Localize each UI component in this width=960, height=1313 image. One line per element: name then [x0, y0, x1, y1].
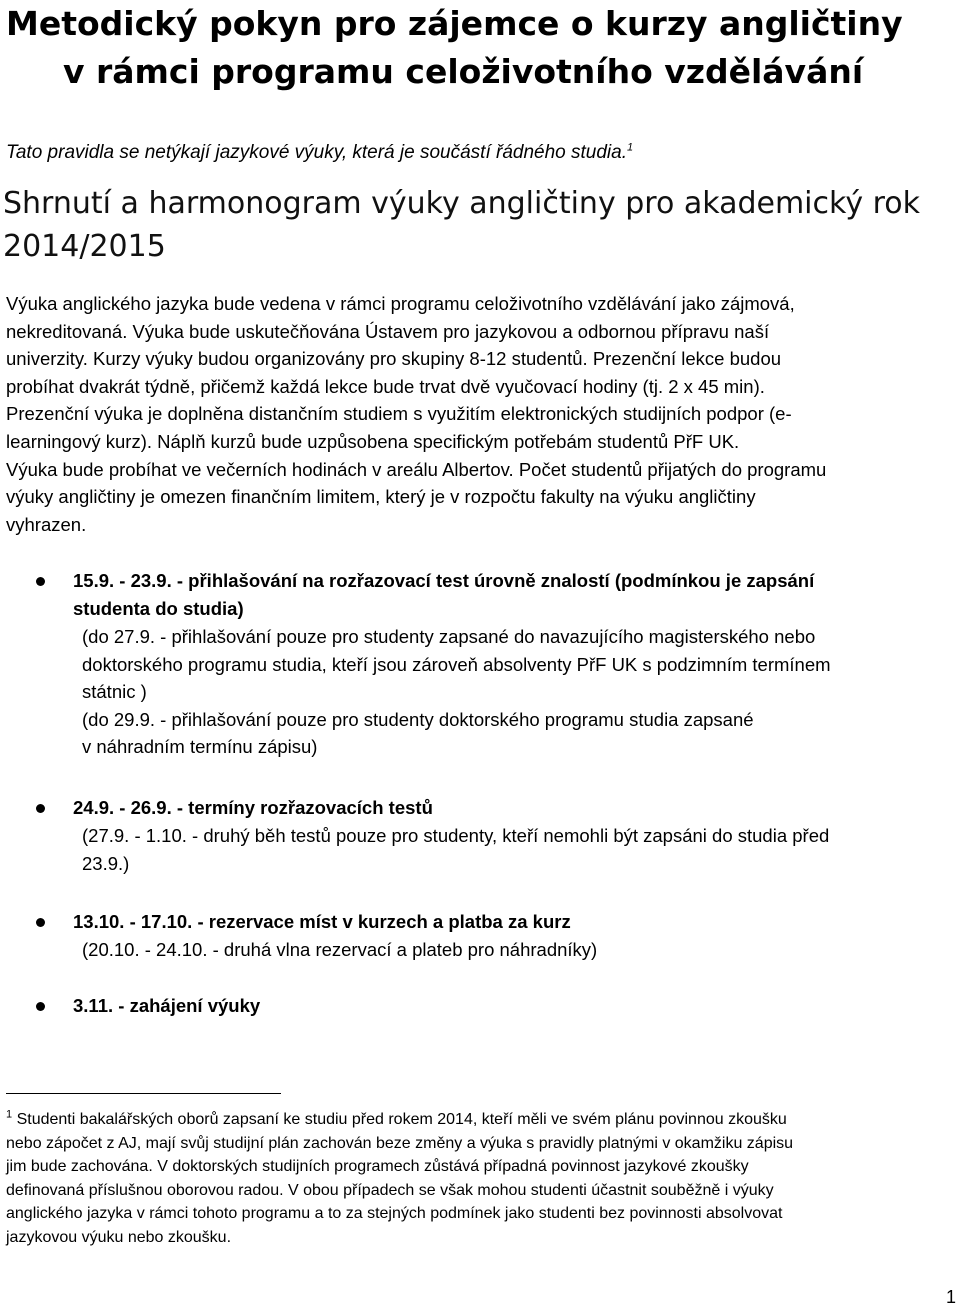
schedule-note-line: (20.10. - 24.10. - druhá vlna rezervací a plateb pro náhradníky): [82, 939, 598, 960]
schedule-item-note: [82, 623, 831, 761]
schedule-title-line: 3.11. - zahájení výuky: [73, 995, 261, 1016]
section-heading-line-2: 2014/2015: [3, 229, 166, 264]
schedule-title-line: 24.9. - 26.9. - termíny rozřazovacích testů: [73, 797, 433, 818]
intro-note-text: Tato pravidla se netýkají jazykové výuky, která je součástí řádného studia.: [6, 142, 627, 163]
schedule-item-note: [82, 936, 597, 964]
footnote-reference: 1: [627, 141, 634, 154]
page-title-line-2: v rámci programu celoživotního vzdělávání: [63, 52, 864, 91]
body-paragraph: [6, 290, 956, 538]
footnote-mark: 1: [6, 1108, 13, 1121]
bullet-icon: [36, 1002, 45, 1011]
footnote: [6, 1108, 956, 1249]
page-title-line-1: Metodický pokyn pro zájemce o kurzy angličtiny: [6, 4, 903, 43]
schedule-note-line: v náhradním termínu zápisu): [82, 736, 318, 758]
paragraph-line: probíhat dvakrát týdně, přičemž každá lekce bude trvat dvě vyučovací hodiny (tj. 2 x 45 min).: [6, 375, 765, 397]
schedule-item-title: [73, 567, 814, 622]
schedule-item-note: [82, 822, 829, 877]
footnote-line: jim bude zachována. V doktorských studijních programech zůstává případná povinnost jazykové zkoušky: [6, 1158, 749, 1175]
paragraph-line: Výuka anglického jazyka bude vedena v rámci programu celoživotního vzdělávání jako zájmová,: [6, 293, 795, 314]
schedule-title-line: 15.9. - 23.9. - přihlašování na rozřazovací test úrovně znalostí (podmínkou je zapsání: [73, 570, 815, 591]
footnote-line: anglického jazyka v rámci tohoto programu a to za stejných podmínek jako studenti bez povinnosti absolvovat: [6, 1205, 783, 1222]
footnote-line: nebo zápočet z AJ, mají svůj studijní plán zachován beze změny a výuka s pravidly platnými v okamžiku zápisu: [6, 1134, 794, 1152]
section-heading: [3, 182, 953, 268]
paragraph-line: learningový kurz). Náplň kurzů bude uzpůsobena specifickým potřebám studentů PřF UK.: [6, 430, 740, 452]
footnote-line: [6, 1108, 956, 1132]
paragraph-line: výuky angličtiny je omezen finančním limitem, který je v rozpočtu fakulty na výuku angličtiny: [6, 486, 756, 508]
footnote-line: definovaná příslušnou oborovou radou. V obou případech se však mohou studenti účastnit souběžně i výuky: [6, 1181, 774, 1199]
footnote-text: Studenti bakalářských oborů zapsaní ke studiu před rokem 2014, kteří měli ve svém plánu povinnou zkoušku: [12, 1111, 787, 1128]
schedule-note-line: 23.9.): [82, 852, 130, 874]
paragraph-line: univerzity. Kurzy výuky budou organizovány pro skupiny 8-12 studentů. Prezenční lekce budou: [6, 348, 782, 370]
schedule-note-line: doktorského programu studia, kteří jsou zároveň absolventy PřF UK s podzimním termínem: [82, 653, 831, 675]
bullet-icon: [36, 918, 45, 927]
schedule-title-line: 13.10. - 17.10. - rezervace míst v kurzech a platba za kurz: [73, 911, 571, 932]
schedule-item-title: [73, 908, 571, 936]
page-title: [6, 0, 956, 96]
bullet-icon: [36, 577, 45, 586]
schedule-item-title: [73, 794, 433, 822]
footnote-line: jazykovou výuku nebo zkoušku.: [6, 1228, 232, 1246]
section-heading-line-1: Shrnutí a harmonogram výuky angličtiny pro akademický rok: [3, 186, 921, 221]
schedule-title-line: studenta do studia): [73, 597, 244, 619]
footnote-divider: [6, 1093, 281, 1094]
paragraph-line: nekreditovaná. Výuka bude uskutečňována Ústavem pro jazykovou a odbornou přípravu naší: [6, 320, 770, 342]
schedule-note-line: (27.9. - 1.10. - druhý běh testů pouze pro studenty, kteří nemohli být zapsáni do studia před: [82, 825, 830, 846]
paragraph-line: vyhrazen.: [6, 513, 87, 535]
intro-note: [6, 141, 633, 165]
paragraph-line: Prezenční výuka je doplněna distančním studiem s využitím elektronických studijních podpor (e-: [6, 403, 792, 425]
schedule-item-title: [73, 992, 260, 1020]
schedule-note-line: (do 29.9. - přihlašování pouze pro studenty doktorského programu studia zapsané: [82, 708, 754, 730]
bullet-icon: [36, 804, 45, 813]
paragraph-line: Výuka bude probíhat ve večerních hodinách v areálu Albertov. Počet studentů přijatých do programu: [6, 458, 827, 480]
schedule-note-line: státnic ): [82, 681, 147, 703]
schedule-note-line: (do 27.9. - přihlašování pouze pro studenty zapsané do navazujícího magisterského nebo: [82, 626, 816, 647]
page-number: 1: [945, 1287, 956, 1307]
